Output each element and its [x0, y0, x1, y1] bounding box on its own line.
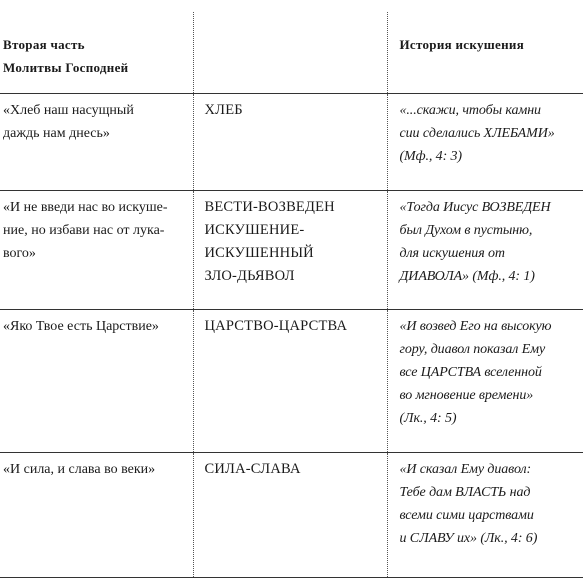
temptation-text: «И сказал Ему диавол:: [399, 461, 532, 477]
prayer-text: «Яко Твое есть Царствие»: [3, 318, 159, 334]
header-cell-keywords: [193, 12, 387, 93]
temptation-cell: [387, 93, 583, 190]
temptation-text: «Тогда Иисус ВОЗВЕДЕН: [399, 199, 551, 215]
temptation-cell: [387, 309, 583, 452]
header-label: Вторая часть: [3, 37, 85, 52]
prayer-cell: [0, 309, 193, 452]
temptation-cell: [387, 190, 583, 309]
temptation-text: гору, диавол показал Ему: [399, 341, 546, 357]
keyword-text: ЗЛО-ДЬЯВОЛ: [204, 267, 295, 284]
table-row: [0, 309, 583, 452]
temptation-text: Тебе дам ВЛАСТЬ над: [399, 484, 531, 500]
prayer-text: вого»: [3, 245, 36, 261]
header-cell-prayer-part: [0, 12, 193, 93]
keyword-cell: [193, 309, 387, 452]
header-cell-temptation-story: [387, 12, 583, 93]
temptation-text: «И возвед Его на высокую: [399, 318, 552, 334]
temptation-text: был Духом в пустыню,: [399, 222, 533, 238]
keyword-text: ИСКУШЕННЫЙ: [204, 244, 314, 261]
table-row: [0, 452, 583, 577]
prayer-text: «И не введи нас во искуше-: [3, 199, 168, 215]
keyword-text: ХЛЕБ: [204, 101, 243, 118]
temptation-text: во мгновение времени»: [399, 387, 534, 403]
prayer-cell: [0, 93, 193, 190]
temptation-text: для искушения от: [399, 245, 505, 261]
table-row: [0, 93, 583, 190]
temptation-text: и СЛАВУ их» (Лк., 4: 6): [399, 530, 538, 546]
table-row: [0, 190, 583, 309]
keyword-cell: [193, 452, 387, 577]
prayer-cell: [0, 452, 193, 577]
keyword-cell: [193, 190, 387, 309]
keyword-text: СИЛА-СЛАВА: [204, 460, 301, 477]
temptation-text: все ЦАРСТВА вселенной: [399, 364, 542, 380]
temptation-text: (Мф., 4: 3): [399, 148, 462, 164]
temptation-text: ДИАВОЛА» (Мф., 4: 1): [399, 268, 535, 284]
header-label: История искушения: [399, 37, 525, 52]
keyword-text: ВЕСТИ-ВОЗВЕДЕН: [204, 198, 335, 215]
prayer-text: ние, но избави нас от лука-: [3, 222, 165, 238]
keyword-text: ИСКУШЕНИЕ-: [204, 221, 305, 238]
keyword-cell: [193, 93, 387, 190]
temptation-text: всеми сими царствами: [399, 507, 534, 523]
prayer-cell: [0, 190, 193, 309]
keyword-text: ЦАРСТВО-ЦАРСТВА: [204, 317, 348, 334]
prayer-text: «Хлеб наш насущный: [3, 102, 134, 118]
header-label: Молитвы Господней: [3, 60, 129, 75]
table-header-row: [0, 12, 583, 93]
prayer-text: «И сила, и слава во веки»: [3, 461, 156, 477]
comparison-table: [0, 12, 583, 578]
temptation-cell: [387, 452, 583, 577]
prayer-text: даждь нам днесь»: [3, 125, 110, 141]
temptation-text: «...скажи, чтобы камни: [399, 102, 541, 118]
temptation-text: (Лк., 4: 5): [399, 410, 457, 426]
temptation-text: сии сделались ХЛЕБАМИ»: [399, 125, 555, 141]
